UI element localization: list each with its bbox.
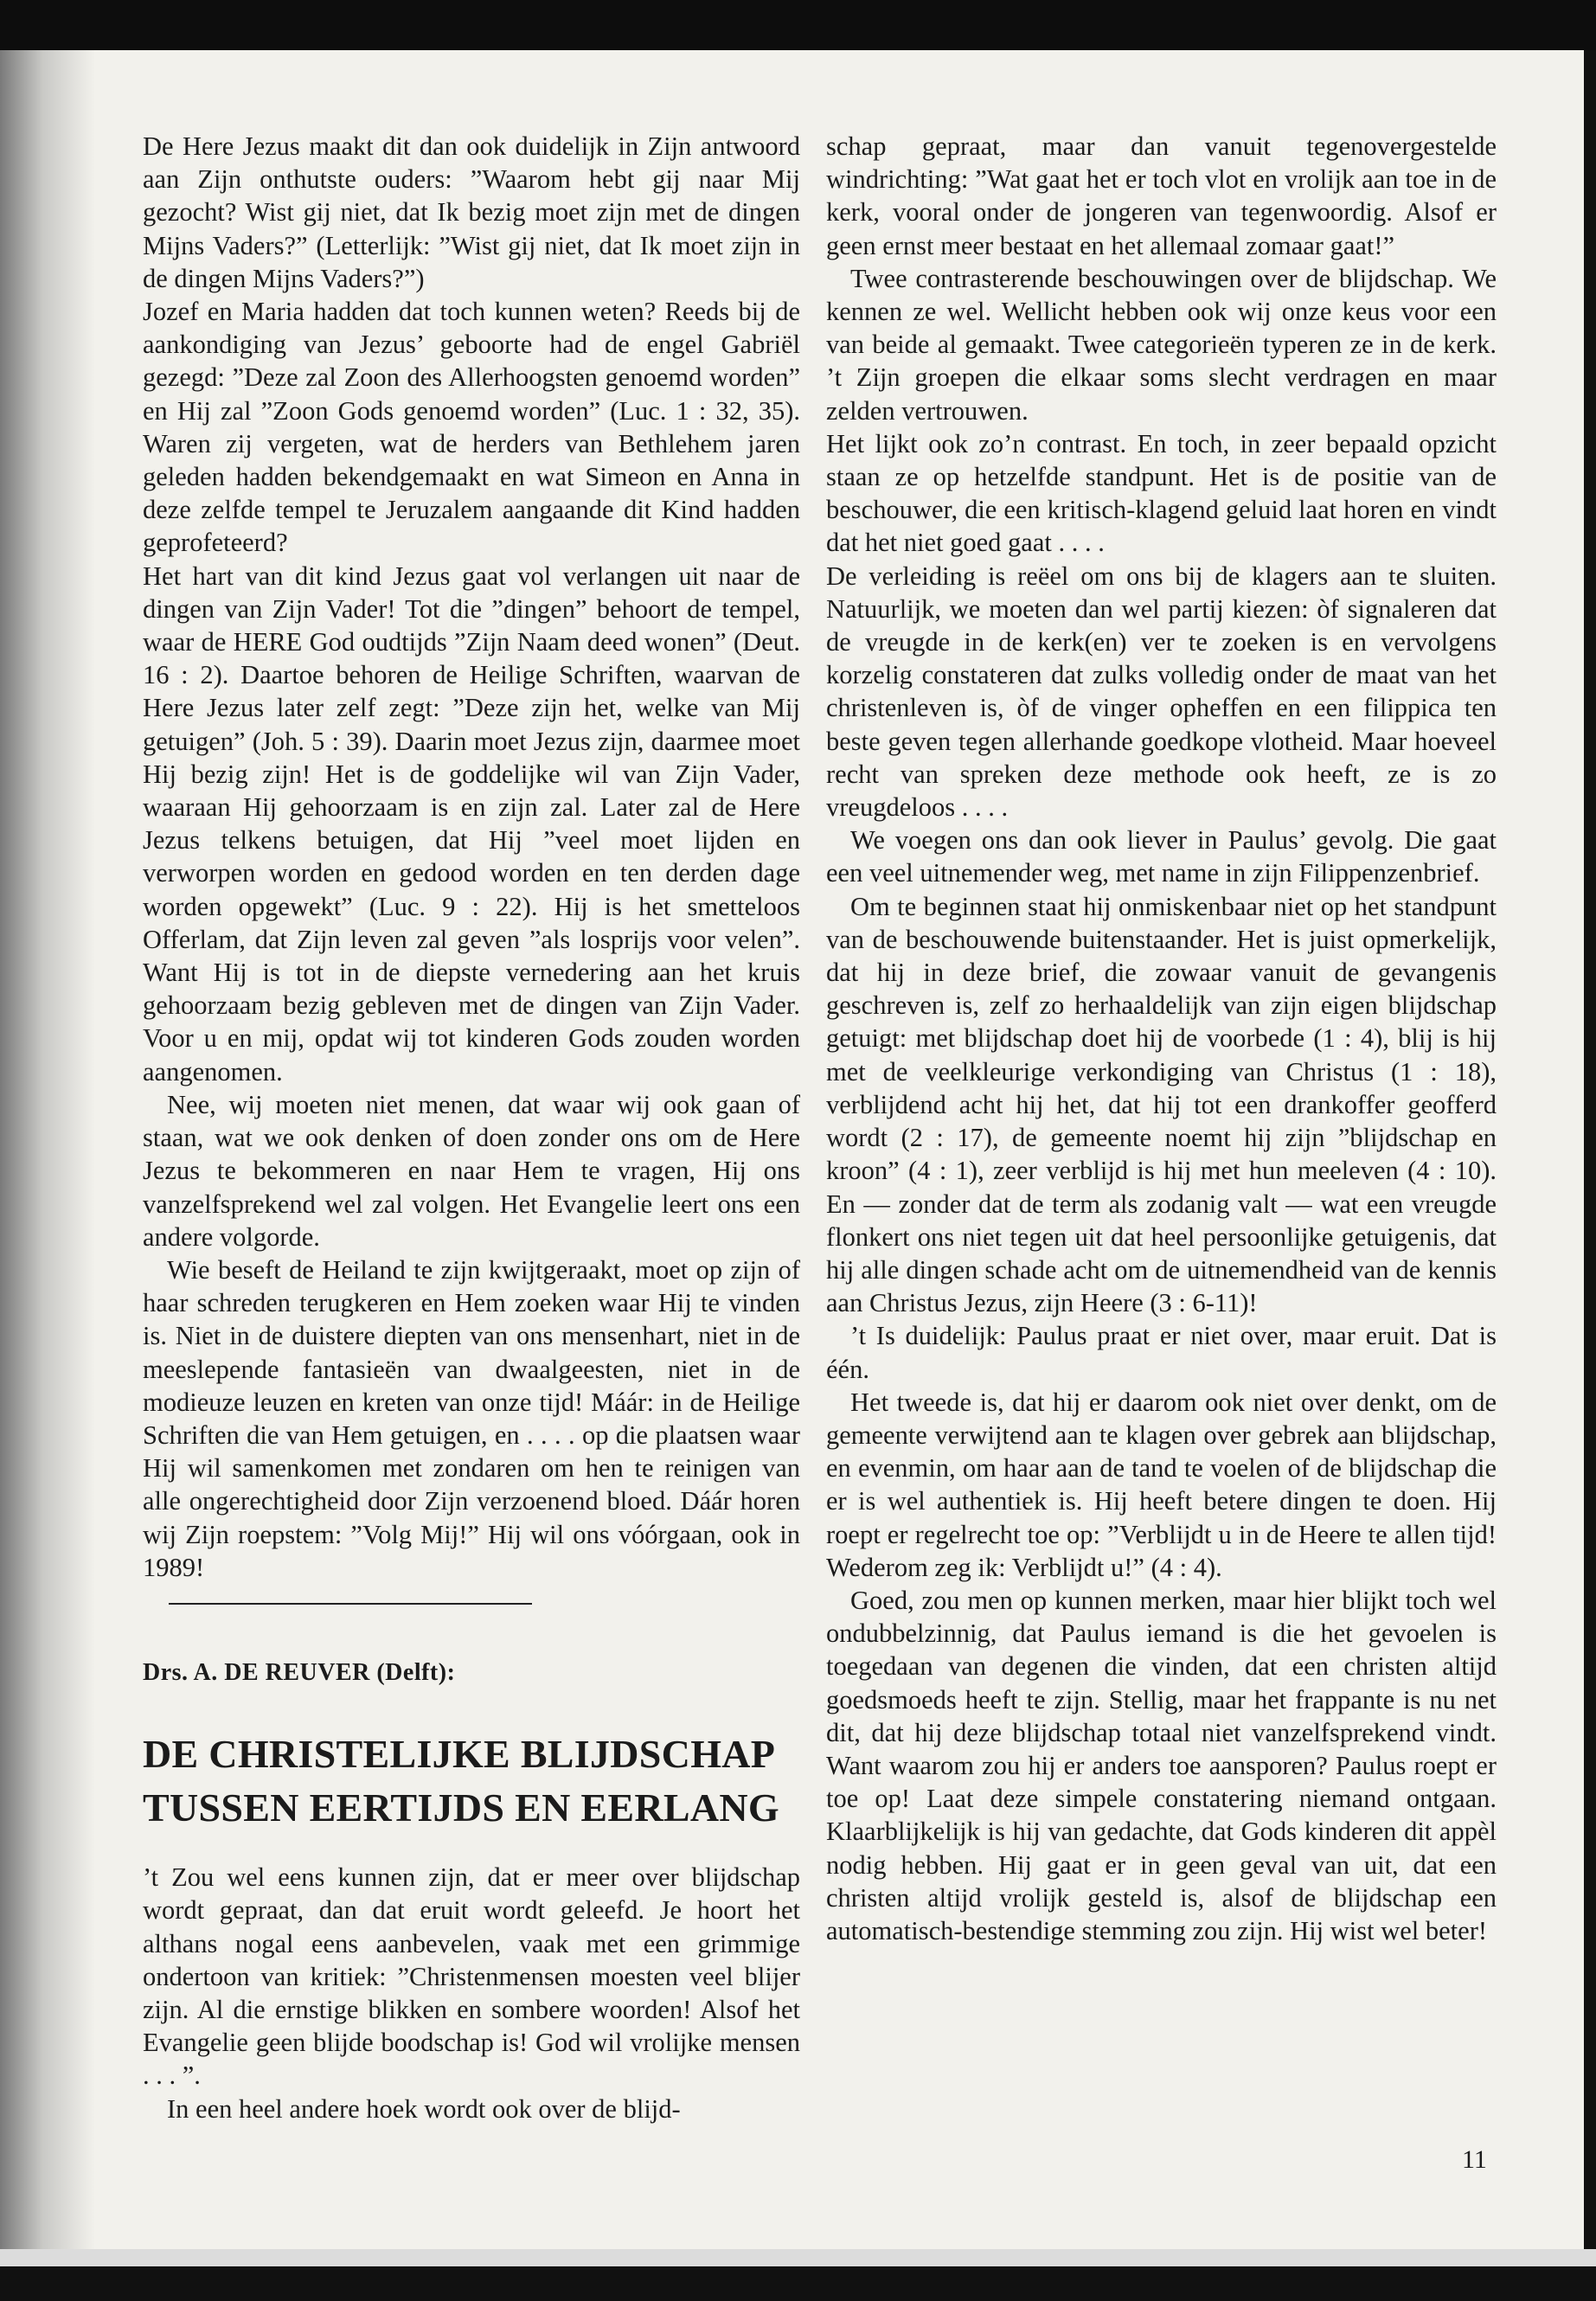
left-column (143, 130, 800, 2125)
paragraph: Twee contrasterende beschouwingen over de blijdschap. We kennen ze wel. Wellicht hebben ook wij onze keus voor een van beide al gemaakt. Twee categorieën typeren ze in de kerk. ’t Zijn groepen die elkaar soms slecht verdragen en maar zelden vertrouwen. (826, 263, 1497, 426)
article-author: Drs. A. DE REUVER (Delft): (143, 1658, 456, 1686)
paragraph: We voegen ons dan ook liever in Paulus’ gevolg. Die gaat een veel uitnemender weg, met name in zijn Filippenzenbrief. (826, 825, 1497, 888)
article-headline (143, 1727, 800, 1835)
scan-top-border (0, 0, 1596, 50)
page-number: 11 (1462, 2145, 1487, 2174)
paragraph: Wie beseft de Heiland te zijn kwijtgeraakt, moet op zijn of haar schreden terugkeren en Hem zoeken waar Hij te vinden is. Niet in de duistere diepten van ons mensenhart, niet in de meeslepende fantasieën van dwaalgeesten, niet in de modieuze leuzen en kreten van onze tijd! Máár: in de Heilige Schriften die van Hem getuigen, en . . . . op die plaatsen waar Hij wil samenkomen met zondaren om hen te reinigen van alle ongerechtigheid door Zijn verzoenend bloed. Dáár horen wij Zijn roepstem: ”Volg Mij!” Hij wil ons vóórgaan, ook in 1989! (143, 1254, 800, 1582)
paragraph: Het lijkt ook zo’n contrast. En toch, in zeer bepaald opzicht staan ze op hetzelfde standpunt. Het is de positie van de beschouwer, die een kritisch-klagend geluid laat horen en vindt dat het niet goed gaat . . . . (826, 428, 1497, 558)
paragraph: Om te beginnen staat hij onmiskenbaar niet op het standpunt van de beschouwende buitenstaander. Het is juist opmerkelijk, dat hij in deze brief, die zowaar vanuit de gevangenis geschreven is, zelf zo herhaaldelijk van zijn eigen blijdschap getuigt: met blijdschap doet hij de voorbede (1 : 4), blij is hij met de veelkleurige verkondiging van Christus (1 : 18), verblijdend acht hij het, dat hij tot een drankoffer geofferd wordt (2 : 17), de gemeente noemt hij zijn ”blijdschap en kroon” (4 : 1), zeer verblijd is hij met hun meeleven (4 : 10). En — zonder dat de term als zodanig valt — wat een vreugde flonkert ons niet tegen uit dat heel persoonlijke getuigenis, dat hij alle dingen schade acht om de uitnemendheid van de kennis aan Christus Jezus, zijn Heere (3 : 6-11)! (826, 891, 1497, 1318)
paragraph: De Here Jezus maakt dit dan ook duidelijk in Zijn antwoord aan Zijn onthutste ouders: ”Waarom hebt gij naar Mij gezocht? Wist gij niet, dat Ik bezig moet zijn met de dingen Mijns Vaders?” (Letterlijk: ”Wist gij niet, dat Ik moet zijn in de dingen Mijns Vaders?”) (143, 131, 800, 293)
paragraph: In een heel andere hoek wordt ook over de blijd- (167, 2093, 681, 2124)
paragraph: Het tweede is, dat hij er daarom ook niet over denkt, om de gemeente verwijtend aan te klagen over gebrek aan blijdschap, en evenmin, om haar aan de tand te voelen of de blijdschap die er is wel authentiek is. Hij heeft betere dingen te doen. Hij roept er regelrecht toe op: ”Verblijdt u in de Heere te allen tijd! Wederom zeg ik: Verblijdt u!” (4 : 4). (826, 1387, 1497, 1582)
section-divider (169, 1603, 532, 1605)
paragraph: Goed, zou men op kunnen merken, maar hier blijkt toch wel ondubbelzinnig, dat Paulus iemand is die het gevoelen is toegedaan van degenen die vinden, dat een christen altijd goedsmoeds heeft te zijn. Stellig, maar het frappante is nu net dit, dat hij deze blijdschap totaal niet vanzelfsprekend vindt. Want waarom zou hij er anders toe aansporen? Paulus roept er toe op! Laat deze simpele constatering niemand ontgaan. Klaarblijkelijk is hij van gedachte, dat Gods kinderen dit appèl nodig hebben. Hij gaat er in geen geval van uit, dat een christen altijd vrolijk gesteld is, alsof de blijdschap een automatisch-bestendige stemming zou zijn. Hij wist wel beter! (826, 1585, 1497, 1945)
headline-line-2: TUSSEN EERTIJDS EN EERLANG (143, 1785, 780, 1830)
paragraph: Nee, wij moeten niet menen, dat waar wij ook gaan of staan, wat we ook denken of doen zonder ons om de Here Jezus te bekommeren en naar Hem te vragen, Hij ons vanzelfsprekend wel zal volgen. Het Evangelie leert ons een andere volgorde. (143, 1089, 800, 1252)
scan-bottom-border (0, 2266, 1596, 2301)
right-column (826, 130, 1497, 1947)
scan-bottom-edge (0, 2249, 1596, 2266)
paragraph: Het hart van dit kind Jezus gaat vol verlangen uit naar de dingen van Zijn Vader! Tot die ”dingen” behoort de tempel, waar de HERE God oudtijds ”Zijn Naam deed wonen” (Deut. 16 : 2). Daartoe behoren de Heilige Schriften, waarvan de Here Jezus later zelf zegt: ”Deze zijn het, welke van Mij getuigen” (Joh. 5 : 39). Daarin moet Jezus zijn, daarmee moet Hij bezig zijn! Het is de goddelijke wil van Zijn Vader, waaraan Hij gehoorzaam is en zijn zal. Later zal de Here Jezus telkens betuigen, dat Hij ”veel moet lijden en verworpen worden en gedood worden en ten derden dage worden opgewekt” (Luc. 9 : 22). Hij is het smetteloos Offerlam, dat Zijn leven zal geven ”als losprijs voor velen”. Want Hij is tot in de diepste vernedering aan het kruis gehoorzaam bezig gebleven met de dingen van Zijn Vader. Voor u en mij, opdat wij tot kinderen Gods zouden worden aangenomen. (143, 561, 800, 1086)
paragraph: De verleiding is reëel om ons bij de klagers aan te sluiten. Natuurlijk, we moeten dan wel partij kiezen: òf signaleren dat de vreugde in de kerk(en) ver te zoeken is en vervolgens korzelig constateren dat zulks volledig onder de maat van het christenleven is, òf de vinger opheffen en een filippica ten beste geven tegen allerhande goedkope vlotheid. Maar hoeveel recht van spreken deze methode ook heeft, ze is zo vreugdeloos . . . . (826, 561, 1497, 823)
headline-line-1: DE CHRISTELIJKE BLIJDSCHAP (143, 1732, 776, 1777)
scan-right-border (1584, 50, 1596, 2266)
paragraph: ’t Is duidelijk: Paulus praat er niet over, maar eruit. Dat is één. (826, 1321, 1497, 1384)
page-gutter-shadow (0, 50, 95, 2266)
paragraph: Jozef en Maria hadden dat toch kunnen weten? Reeds bij de aankondiging van Jezus’ geboorte had de engel Gabriël gezegd: ”Deze zal Zoon des Allerhoogsten genoemd worden” en Hij zal ”Zoon Gods genoemd worden” (Luc. 1 : 32, 35). Waren zij vergeten, wat de herders van Bethlehem jaren geleden hadden bekendgemaakt en wat Simeon en Anna in deze zelfde tempel te Jeruzalem aangaande dit Kind hadden geprofeteerd? (143, 297, 800, 558)
paragraph: schap gepraat, maar dan vanuit tegenovergestelde windrichting: ”Wat gaat het er toch vlot en vrolijk aan toe in de kerk, vooral onder de jongeren van tegenwoordig. Alsof er geen ernst meer bestaat en het allemaal zomaar gaat!” (826, 131, 1497, 260)
paragraph: ’t Zou wel eens kunnen zijn, dat er meer over blijdschap wordt gepraat, dan dat eruit wordt geleefd. Je hoort het althans nogal eens aanbevelen, vaak met een grimmige ondertoon van kritiek: ”Christenmensen moesten veel blijer zijn. Al die ernstige blikken en sombere woorden! Alsof het Evangelie geen blijde boodschap is! God wil vrolijke mensen . . . ”. (143, 1862, 800, 2091)
